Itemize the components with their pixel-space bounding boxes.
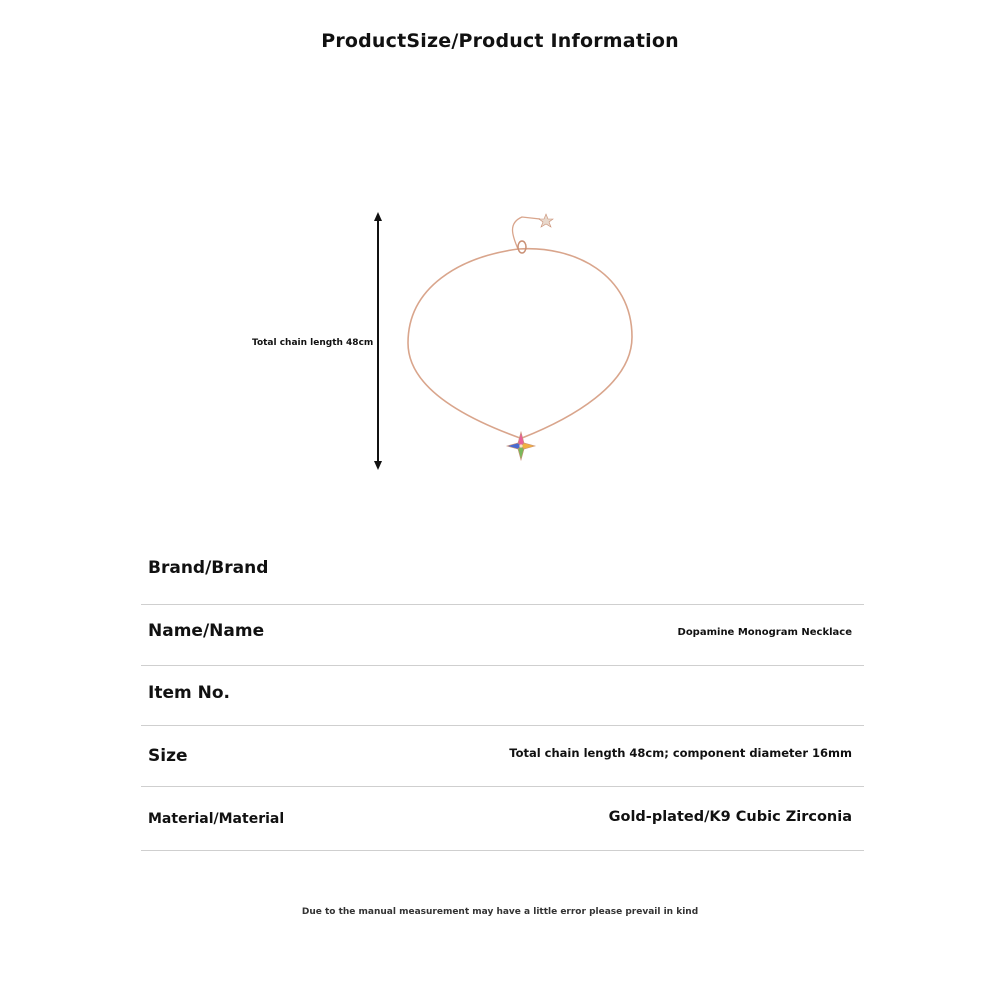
chain-length-label: Total chain length 48cm [252,338,374,348]
name-value: Dopamine Monogram Necklace [677,627,852,638]
spec-row-material [141,787,864,851]
material-label: Material/Material [148,811,285,827]
material-value: Gold-plated/K9 Cubic Zirconia [608,809,852,825]
spec-row-size [141,726,864,787]
necklace-chain-right [518,249,632,438]
arrow-shaft [377,220,379,462]
item-no-label: Item No. [148,683,230,703]
length-arrow [372,212,384,470]
arrow-head-down [374,461,382,470]
necklace-chain [408,249,520,438]
monogram-pendant [507,432,535,460]
brand-label: Brand/Brand [148,558,269,578]
necklace-image [400,205,640,480]
size-value: Total chain length 48cm; component diameter 16mm [509,746,852,760]
page-title: ProductSize/Product Information [321,30,679,52]
size-label: Size [148,746,188,766]
spec-row-name [141,605,864,666]
name-label: Name/Name [148,621,265,641]
measurement-note: Due to the manual measurement may have a little error please prevail in kind [301,907,699,917]
lobster-clasp [518,241,526,253]
star-charm [539,214,553,227]
spec-row-item-no [141,666,864,726]
spec-row-brand [141,548,864,605]
